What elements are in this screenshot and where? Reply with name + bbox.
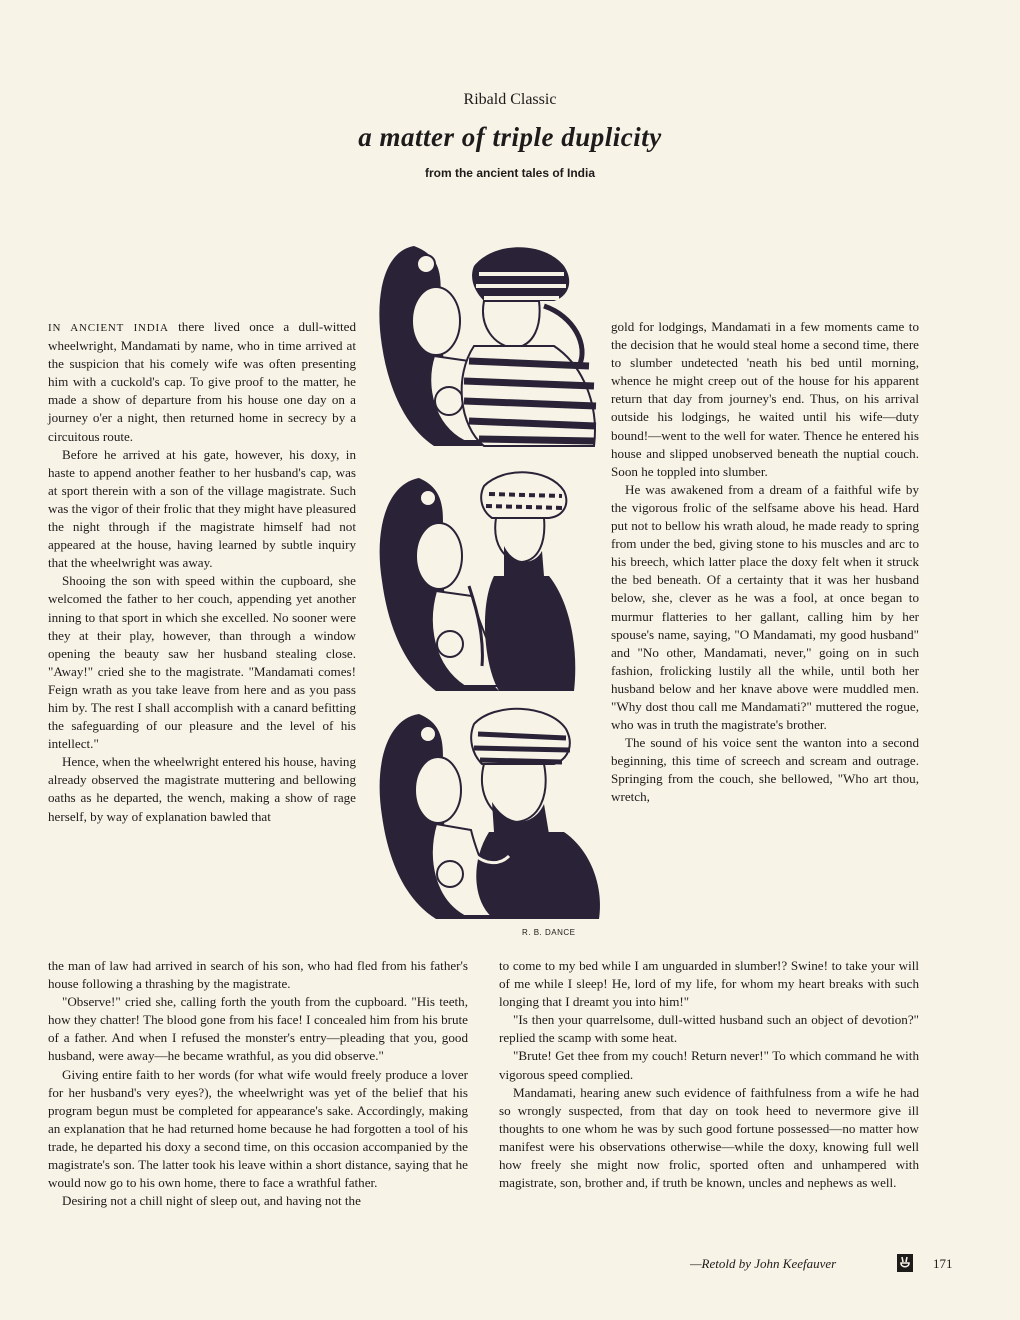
paragraph: "Brute! Get thee from my couch! Return never!" To which command he with vigorous speed complied.	[499, 1048, 919, 1082]
illustration-panel-1	[374, 236, 608, 451]
paragraph: "Observe!" cried she, calling forth the youth from the cupboard. "His teeth, how they chatter! The blood gone from his face! I concealed him from his brute of a father. And when I refused the monster's entry—pleading that you, good husband, were away—he became wrathful, as you did observe."	[48, 994, 468, 1064]
paragraph: Before he arrived at his gate, however, his doxy, in haste to append another feather to her husband's cap, was at sport therein with a son of the village magistrate. Such was the vigor of their frolic that they might have pleasured the night through if the magistrate himself had not appeared at the house, having learned by subtle inquiry that the wheelwright was away.	[48, 446, 356, 571]
page-number: 171	[933, 1256, 953, 1271]
illustration-panel-2	[374, 466, 608, 696]
left-wide-block	[48, 957, 468, 1210]
article-kicker: Ribald Classic	[463, 91, 557, 108]
right-wide-block	[499, 957, 919, 1192]
paragraph: Hence, when the wheelwright entered his house, having already observed the magistrate muttering and bellowing oaths as he departed, the wench, making a show of rage herself, by way of explanation bawled that	[48, 754, 356, 824]
paragraph: gold for lodgings, Mandamati in a few moments came to the decision that he would steal home a second time, there to slumber undetected 'neath his bed until morning, whence he might creep out of the house for his apparent return that day from journey's end. Thus, on his arrival outside his lodgings, he waited until his wife—duty bound!—went to the well for water. Thence he entered his house and slipped unobserved beneath the nuptial couch. Soon he toppled into slumber.	[611, 319, 919, 479]
paragraph: to come to my bed while I am unguarded in slumber!? Swine! to take your will of me while I sleep! He, lord of my life, for whom my heart breaks with such longing that I dreamt you into him!"	[499, 958, 919, 1010]
paragraph: The sound of his voice sent the wanton into a second beginning, this time of screech and scream and outrage. Springing from the couch, she bellowed, "Who art thou, wretch,	[611, 735, 919, 805]
article-title: a matter of triple duplicity	[358, 122, 662, 152]
paragraph: Shooing the son with speed within the cupboard, she welcomed the father to her couch, appending yet another inning to that sport in which she excelled. No sooner were they at their play, however, than through a window opening the beauty saw her husband stealing close. "Away!" cried she to the magistrate. "Mandamati comes! Feign wrath as you take leave from here and as you pass him by. The rest I shall accomplish with a canard befitting the safeguarding of our pleasure and the level of his intellect."	[48, 573, 356, 752]
paragraph: "Is then your quarrelsome, dull-witted husband such an object of devotion?" replied the scamp with some heat.	[499, 1012, 919, 1046]
article-subtitle: from the ancient tales of India	[424, 166, 596, 180]
rabbit-logo-icon	[897, 1254, 913, 1272]
right-column	[611, 318, 919, 807]
paragraph: Desiring not a chill night of sleep out, and having not the	[62, 1193, 361, 1209]
illustration-credit: R. B. DANCE	[522, 928, 576, 937]
left-column	[48, 318, 356, 826]
paragraph: Giving entire faith to her words (for what wife would freely produce a lover for her husband's very eyes?), the wheelwright was yet of the belief that his program begun must be completed for appearance's sake. Accordingly, making an explanation that he had returned home because he had forgotten a tool of his trade, he departed his doxy a second time, on this occasion accompanied by the magistrate's son. The latter took his leave within a short distance, saying that he would now go to his own home, there to face a wrathful father.	[48, 1066, 468, 1191]
author-signature: —Retold by John Keefauver	[690, 1256, 837, 1271]
illustration-panel-3	[374, 704, 608, 924]
lead-in: IN ANCIENT INDIA	[48, 322, 169, 334]
paragraph: IN ANCIENT INDIA there lived once a dull-witted wheelwright, Mandamati by name, who in time arrived at the suspicion that his comely wife was often presenting him with a cuckold's cap. To give proof to the matter, he made a show of departure from his house one day on a journey o'er a night, then returned home in secrecy by a circuitous route.	[48, 319, 356, 444]
paragraph: Mandamati, hearing anew such evidence of faithfulness from a wife he had so wrongly suspected, from that day on took heed to nevermore give ill thoughts to one whom he was by such good fortune possessed—no matter how manifest were his observations otherwise—while the doxy, knowing full well how freely she might now frolic, sported often and unhampered with magistrate, son, brother and, if truth be known, uncles and nephews as well.	[499, 1084, 919, 1191]
paragraph: the man of law had arrived in search of his son, who had fled from his father's house following a thrashing by the magistrate.	[48, 958, 468, 992]
paragraph: He was awakened from a dream of a faithful wife by the vigorous frolic of the selfsame above his head. Hard put not to bellow his wrath aloud, he made ready to spring from under the bed, giving stone to his muscles and arc to his breech, which latter place the doxy felt when it struck the bed beneath. Of a certainty that it was her husband below, she, clever as he was a fool, at once began to murmur flatteries to her gallant, calling him by her spouse's name, saying, "O Mandamati, my good husband" and "No other, Mandamati, never," going on in such fashion, frolicking lustily all the while, until both her husband below and her knave above were muddled men. "Why dost thou call me Mandamati?" muttered the rogue, who was in truth the magistrate's brother.	[611, 481, 919, 733]
